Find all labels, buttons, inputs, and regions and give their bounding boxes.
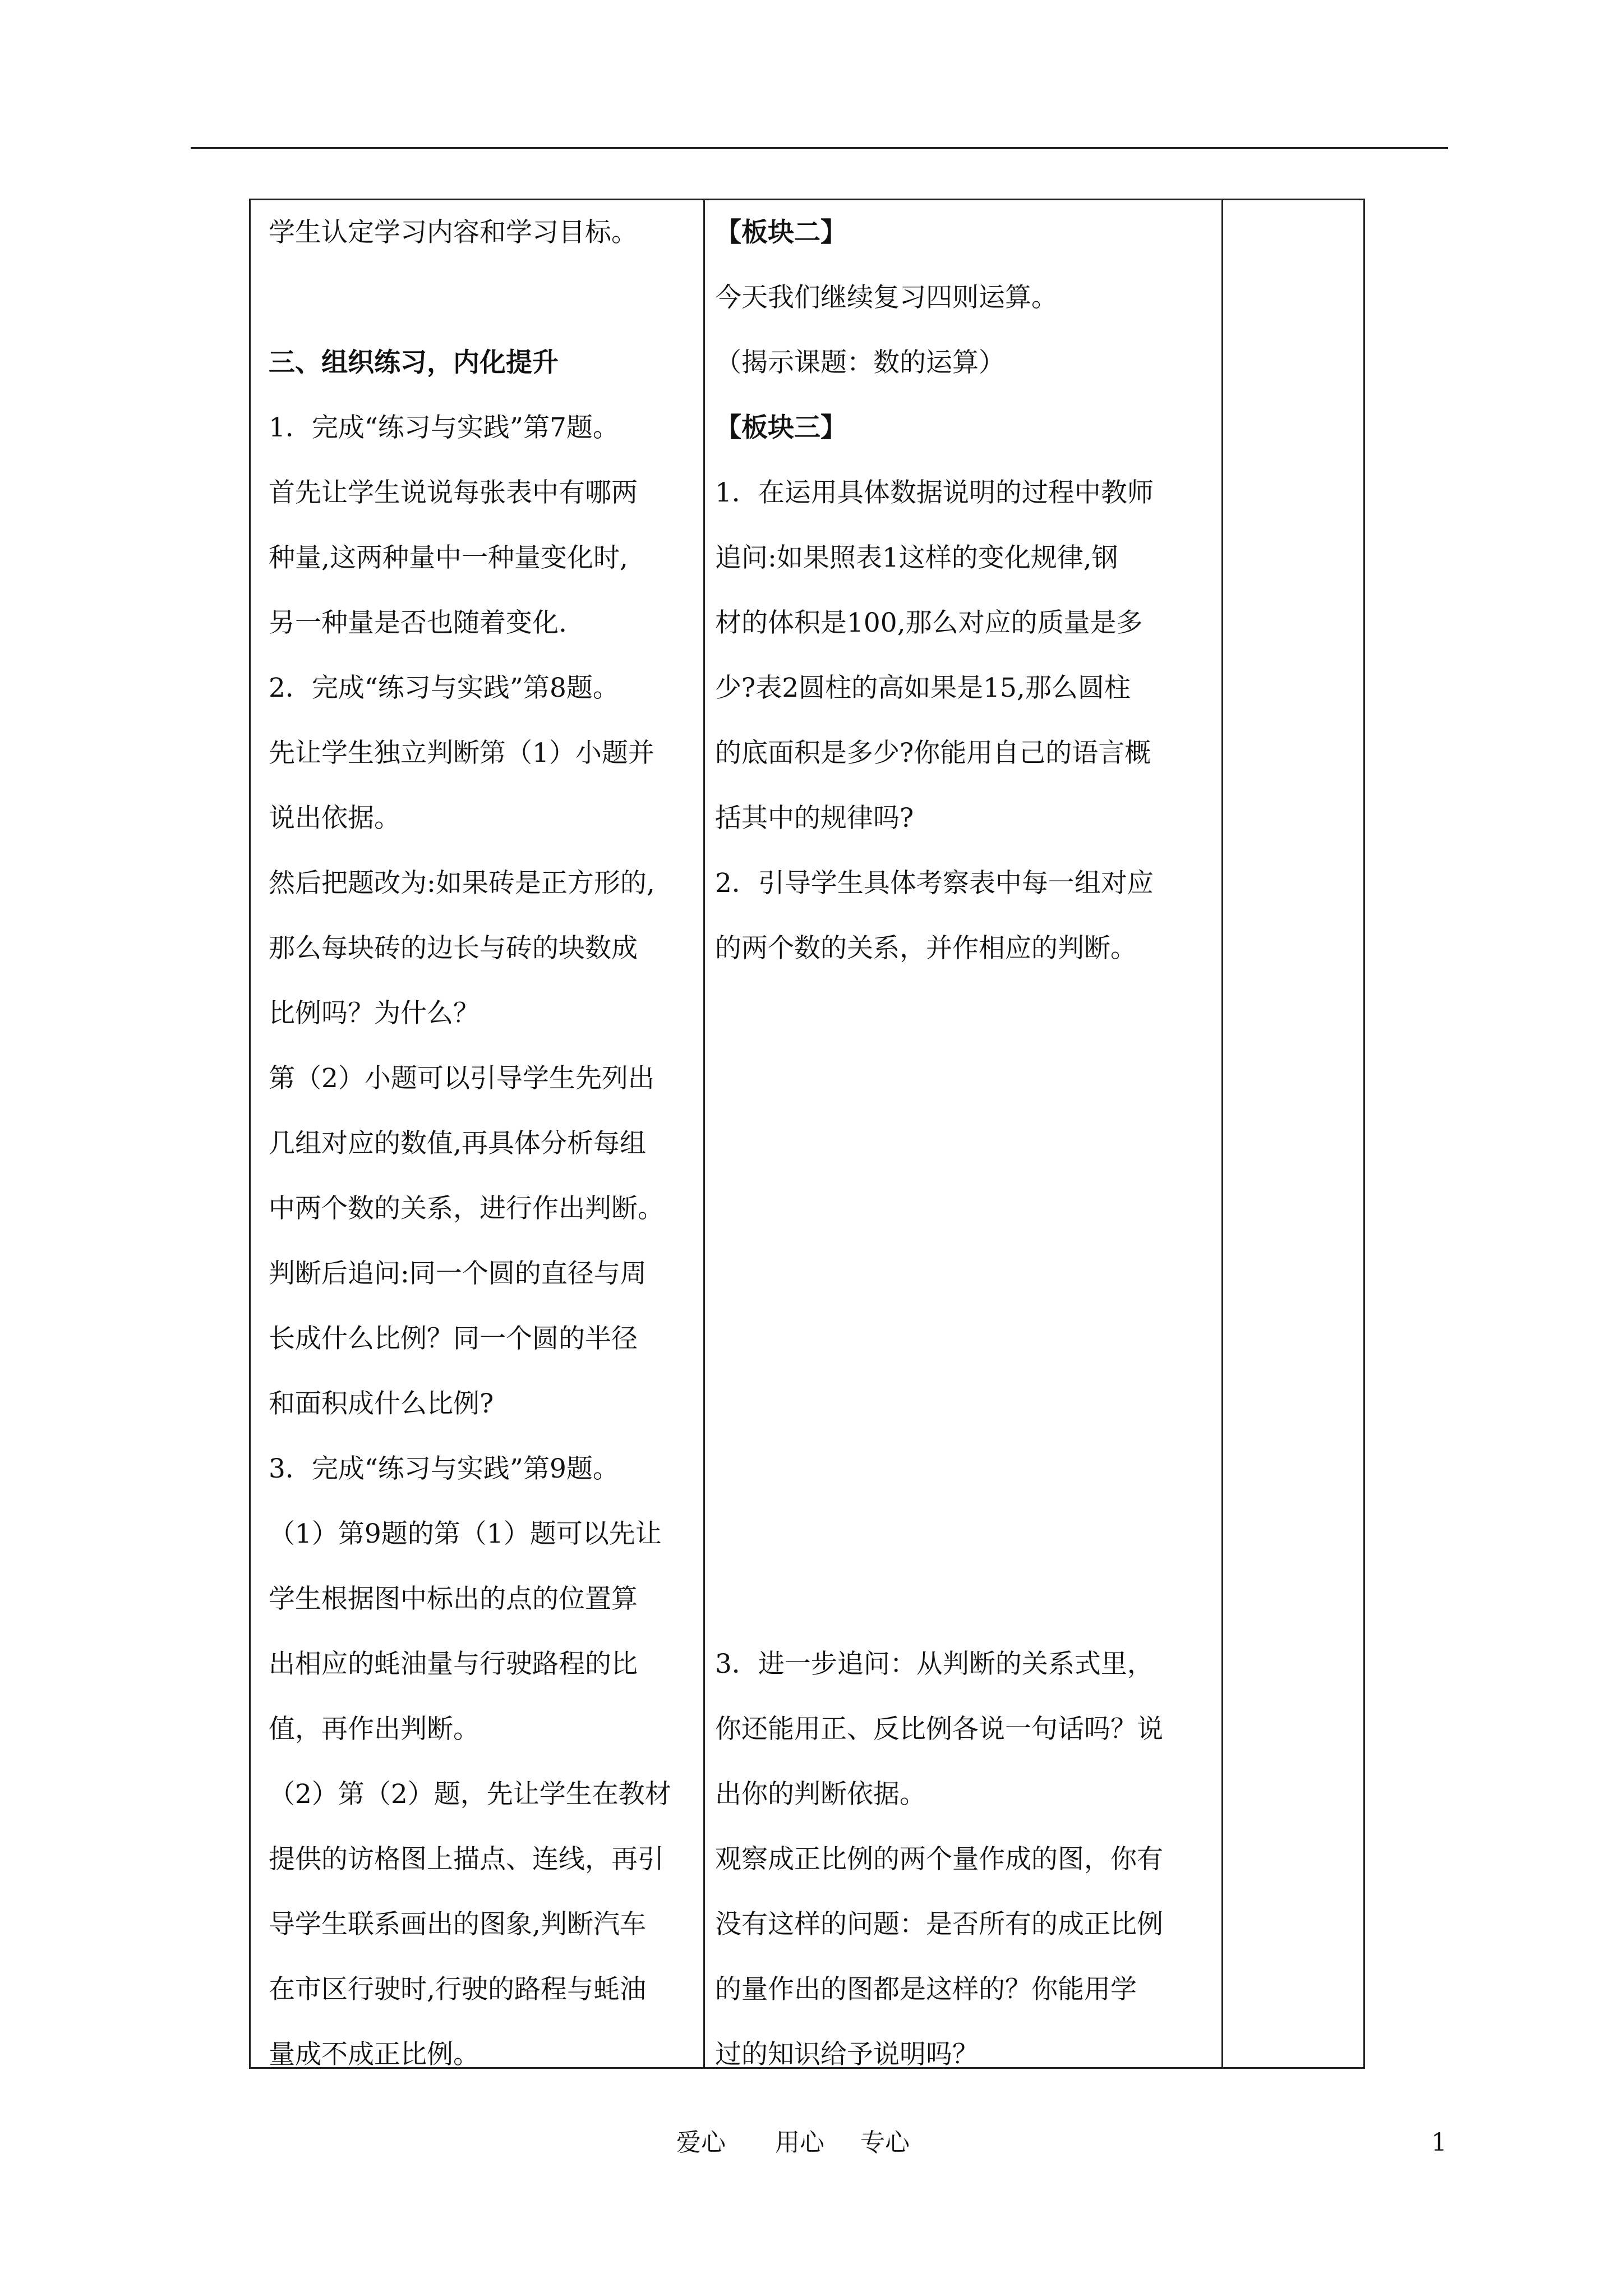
middle-line: 少?表2圆柱的高如果是15,那么圆柱 [715, 673, 1131, 703]
left-line: 中两个数的关系，进行作出判断。 [269, 1193, 664, 1224]
left-line: 导学生联系画出的图象,判断汽车 [269, 1909, 646, 1940]
left-line: 先让学生独立判断第（1）小题并 [269, 738, 654, 769]
block-heading: 【板块二】 [715, 217, 847, 248]
left-line: 另一种量是否也随着变化. [269, 608, 567, 638]
left-line: 2．完成“练习与实践”第8题。 [269, 673, 619, 703]
middle-line: 出你的判断依据。 [715, 1779, 926, 1810]
left-line: 那么每块砖的边长与砖的块数成 [269, 933, 638, 964]
left-line: 出相应的蚝油量与行驶路程的比 [269, 1649, 638, 1680]
middle-line: 1．在运用具体数据说明的过程中教师 [715, 477, 1154, 508]
footer-left: 爱心 [676, 2128, 726, 2157]
left-line: 提供的访格图上描点、连线，再引 [269, 1844, 664, 1875]
middle-line: 观察成正比例的两个量作成的图，你有 [715, 1844, 1163, 1875]
left-line: 量成不成正比例。 [269, 2039, 479, 2070]
left-line: （2）第（2）题，先让学生在教材 [269, 1779, 671, 1810]
middle-line: 括其中的规律吗? [715, 803, 914, 834]
left-line: 然后把题改为:如果砖是正方形的, [269, 868, 655, 899]
lesson-table [249, 199, 1365, 2069]
middle-line: 的量作出的图都是这样的？你能用学 [715, 1974, 1137, 2005]
left-line: 长成什么比例？同一个圆的半径 [269, 1323, 638, 1354]
middle-line: 你还能用正、反比例各说一句话吗？说 [715, 1714, 1163, 1745]
left-line: 在市区行驶时,行驶的路程与蚝油 [269, 1974, 646, 2005]
left-line: 值，再作出判断。 [269, 1714, 479, 1745]
footer-right: 专心 [860, 2128, 910, 2157]
left-line: 比例吗？为什么？ [269, 998, 479, 1029]
middle-line: 今天我们继续复习四则运算。 [715, 282, 1058, 313]
middle-line: 没有这样的问题：是否所有的成正比例 [715, 1909, 1163, 1940]
column-divider-2 [1221, 200, 1223, 2067]
left-line: 判断后追问:同一个圆的直径与周 [269, 1258, 647, 1289]
column-divider-1 [703, 200, 705, 2067]
left-line: 首先让学生说说每张表中有哪两 [269, 477, 638, 508]
left-line: 种量,这两种量中一种量变化时, [269, 542, 628, 573]
block-heading: 【板块三】 [715, 412, 847, 443]
middle-line: 过的知识给予说明吗？ [715, 2039, 979, 2070]
middle-line: 追问:如果照表1这样的变化规律,钢 [715, 542, 1118, 573]
left-line: 第（2）小题可以引导学生先列出 [269, 1063, 654, 1094]
middle-line: 材的体积是100,那么对应的质量是多 [715, 608, 1143, 638]
left-line: 学生认定学习内容和学习目标。 [269, 217, 638, 248]
left-line: 几组对应的数值,再具体分析每组 [269, 1128, 646, 1159]
left-line: 说出依据。 [269, 803, 400, 834]
middle-line: 2．引导学生具体考察表中每一组对应 [715, 868, 1154, 899]
middle-line: 3．进一步追问：从判断的关系式里， [715, 1649, 1154, 1680]
middle-line: （揭示课题：数的运算） [715, 347, 1005, 378]
middle-line: 的两个数的关系，并作相应的判断。 [715, 933, 1137, 964]
left-line: 学生根据图中标出的点的位置算 [269, 1584, 638, 1614]
left-line: 1．完成“练习与实践”第7题。 [269, 412, 619, 443]
left-line: 3．完成“练习与实践”第9题。 [269, 1453, 619, 1484]
header-rule [191, 147, 1448, 149]
page-number: 1 [1431, 2128, 1447, 2157]
section-heading: 三、组织练习，内化提升 [269, 347, 559, 378]
middle-line: 的底面积是多少?你能用自己的语言概 [715, 738, 1151, 769]
left-line: （1）第9题的第（1）题可以先让 [269, 1519, 662, 1549]
footer-middle: 用心 [775, 2128, 824, 2157]
left-line: 和面积成什么比例? [269, 1388, 494, 1419]
